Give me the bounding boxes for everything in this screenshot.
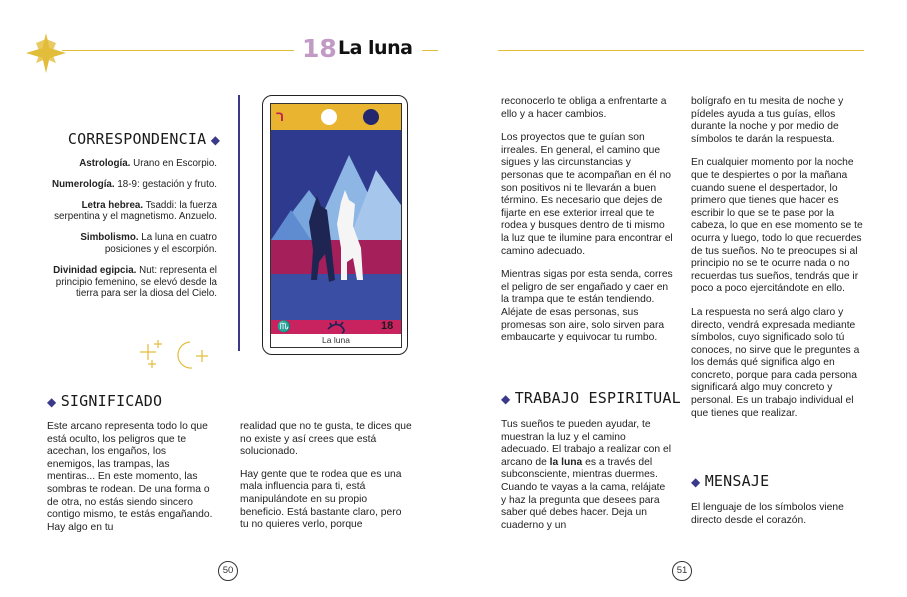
page-title: La luna xyxy=(338,37,413,59)
card-number-heading: 18 xyxy=(302,34,337,63)
mensaje-heading: MENSAJE xyxy=(704,472,770,490)
significado-text-2: realidad que no te gusta, te dices que no existe y así crees que está solucionado. xyxy=(240,421,412,458)
right-col1 xyxy=(501,96,675,345)
card-number-label: 18 xyxy=(381,320,394,332)
right-col1-p1: reconocerlo te obliga a enfrentarte a ello y a hacer cambios. xyxy=(501,96,667,120)
trabajo-heading-wrap xyxy=(501,389,681,408)
diamond-icon: ◆ xyxy=(501,392,511,406)
right-col2-p2: En cualquier momento por la noche que te despiertes o por la mañana cuando suene el despertador, lo primero que tienes que hacer es escribir lo que se te pase por la cabeza, lo que en ese momento se te ocurra y luego, todo lo que recuerdes de tus sueños. No te preocupes si al principio no se te ocurre nada o no recuerdas tus sueños, tendrás que ir poco a poco ejercitándote en ello. xyxy=(691,157,863,295)
mensaje-text-wrap xyxy=(691,502,863,527)
card-caption: La luna xyxy=(322,335,350,345)
mensaje-heading-wrap xyxy=(691,472,769,491)
page-number-right: 51 xyxy=(672,561,692,581)
diamond-icon: ◆ xyxy=(47,395,57,409)
header-rule-right xyxy=(498,50,864,51)
corr-divinidad: Divinidad egipcia. Nut: representa el principio femenino, se elevó desde la tierra para ser la diosa del Cielo. xyxy=(53,264,217,300)
right-col2-p1: bolígrafo en tu mesita de noche y pídeles ayuda a tus guías, ellos durante la noche y por medio de símbolos te darán la respuesta. xyxy=(691,96,844,145)
corr-letra-hebrea: Letra hebrea. Tsaddi: la fuerza serpentina y el magnetismo. Anzuelo. xyxy=(54,199,217,223)
significado-col1 xyxy=(47,421,215,534)
card-top-bar xyxy=(271,104,401,130)
page-number-left: 50 xyxy=(218,561,238,581)
mensaje-text: El lenguaje de los símbolos viene directo desde el corazón. xyxy=(691,502,844,526)
significado-text-3: Hay gente que te rodea que es una mala influencia para ti, está manipulándote en su propio beneficio. Está bastante claro, pero tu no quieres verlo, porque xyxy=(240,468,402,531)
sparkle-moon-icon xyxy=(138,338,210,372)
trabajo-text-wrap xyxy=(501,419,673,532)
right-col2-p3: La respuesta no será algo claro y directo, vendrá expresada mediante símbolos, cuyo significado solo tú conoces, no sirve que le preguntes a los demás qué significa algo en concreto, porque para cada persona significará algo muy concreto y personal. Es un trabajo individual el que tienes que realizar. xyxy=(691,306,860,419)
scorpion-icon xyxy=(324,317,348,335)
corr-simbolismo: Simbolismo. La luna en cuatro posiciones y el escorpión. xyxy=(80,232,217,255)
trabajo-heading: TRABAJO ESPIRITUAL xyxy=(514,389,681,407)
corr-astrologia: Astrología. Urano en Escorpio. xyxy=(79,158,217,169)
card-scene xyxy=(271,130,401,320)
card-inner xyxy=(270,103,402,348)
vertical-divider xyxy=(238,95,240,351)
correspondencia-list xyxy=(46,158,217,309)
diamond-icon: ◆ xyxy=(210,133,220,147)
tarot-card xyxy=(262,95,408,355)
significado-heading: SIGNIFICADO xyxy=(60,392,163,410)
card-bottom-bar xyxy=(271,320,401,334)
right-col1-p3: Mientras sigas por esta senda, corres el peligro de ser engañado y caer en la trampa que te están tendiendo. Aléjate de esas personas, sus promesas son aire, solo sirven para embaucarte y equivocar tu rumbo. xyxy=(501,269,673,344)
significado-text-1: Este arcano representa todo lo que está oculto, los peligros que te acechan, los engaños, los enemigos, las trampas, las mentiras... En este momento, las sombras te rodean. De una forma o de otra, no estás siendo sincero contigo mismo, te estás engañando. Hay algo en tu xyxy=(47,421,213,533)
trabajo-text: Tus sueños te pueden ayudar, te muestran la luz y el camino adecuado. El trabajo a realizar con el arcano de la luna es a través del subconsciente, mientras duermes. Cuando te vayas a la cama, relájate y haz la pregunta que desees para saber qué debes hacer. Deja un cuaderno y un xyxy=(501,419,672,531)
header-rule-mid xyxy=(422,50,438,51)
right-col1-p2: Los proyectos que te guían son irreales. En general, el camino que sigues y las circunstancias y personas que te acompañan en él no son positivos ni te llevarán a buen término. Es necesario que dejes de fijarte en ese exterior irreal que te rodea y busques dentro de ti mismo la luz que te ilumine para encontrar el camino adecuado. xyxy=(501,132,673,257)
diamond-icon: ◆ xyxy=(691,475,701,489)
right-col2 xyxy=(691,96,863,420)
correspondencia-heading: CORRESPONDENCIA xyxy=(67,130,207,148)
significado-col2 xyxy=(240,421,412,532)
correspondencia-heading-wrap xyxy=(60,130,220,149)
moon-phases-icon xyxy=(299,108,397,126)
card-sign: ♏ xyxy=(277,321,291,333)
corr-numerologia: Numerología. 18-9: gestación y fruto. xyxy=(52,178,217,190)
header-rule-left xyxy=(62,50,294,51)
header-star-icon xyxy=(26,33,66,73)
significado-heading-wrap xyxy=(47,392,162,411)
card-hebrew-letter: ﬧ xyxy=(276,108,285,124)
